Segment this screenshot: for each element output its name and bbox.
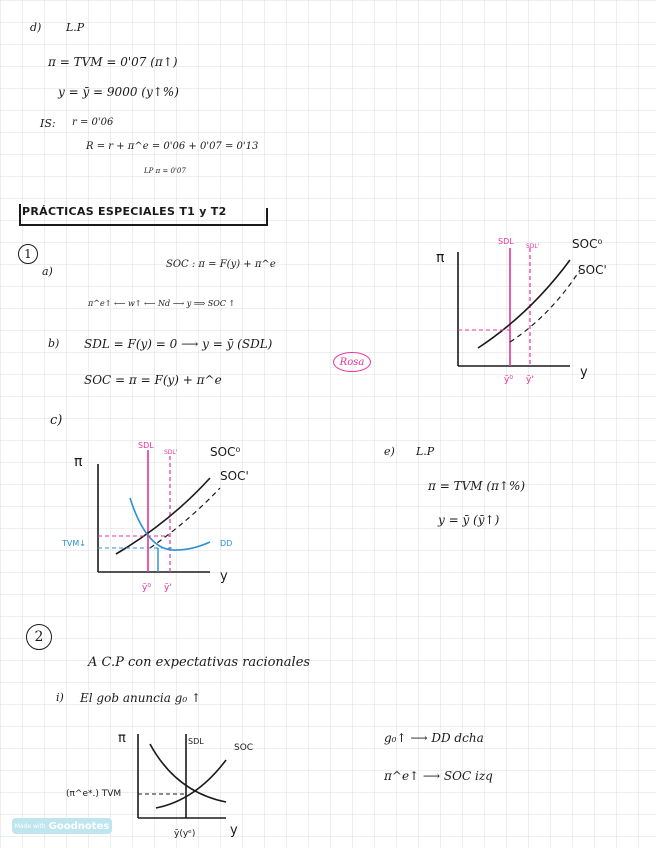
graph-2-dd-label: DD [220, 539, 233, 548]
graph-1-soc1-curve [510, 270, 580, 342]
ex1-b-label: b) [48, 337, 60, 350]
ex2-note-1: g₀↑ ⟶ DD dcha [384, 731, 484, 745]
section-d-eq2: y = ȳ = 9000 (y↑%) [58, 85, 179, 99]
graph-2-x2: ȳ' [164, 583, 172, 593]
graph-2-sdl2-label: SDL' [164, 449, 178, 456]
ex2-i-label: i) [56, 691, 64, 704]
graph-1-sdl2-label: SDL' [526, 243, 540, 250]
exercise-1-number: 1 [18, 244, 38, 264]
graph-2-y-label: π [74, 454, 83, 470]
graph-1-x-label: y [580, 365, 588, 380]
section-d-label: d) [30, 21, 42, 34]
graph-3-x-value: ȳ(yᵉ) [174, 829, 196, 839]
graph-1-sdl-label: SDL [498, 237, 514, 246]
graph-2-soc1-curve [150, 488, 220, 548]
section-d-title: L.P [66, 21, 85, 34]
graph-3-y-label: π [118, 731, 126, 746]
section-d-eq3: R = r + π^e = 0'06 + 0'07 = 0'13 [86, 141, 259, 152]
heading-bracket-left [19, 204, 21, 226]
graph-1-y-label: π [436, 250, 445, 266]
section-d-eq3-note: LP π = 0'07 [144, 167, 186, 175]
section-d-eq1: π = TVM = 0'07 (π↑) [48, 55, 178, 69]
graph-1-soc0-label: SOC⁰ [572, 237, 603, 251]
ex1-e-title: L.P [416, 445, 435, 458]
graph-1 [430, 230, 630, 395]
heading-bracket-right [266, 208, 268, 226]
graph-3-tvm-label: (π^e*.) TVM [66, 789, 122, 799]
ex2-i-text: El gob anuncia g₀ ↑ [80, 691, 202, 705]
ex2-note-2: π^e↑ ⟶ SOC izq [384, 769, 493, 783]
section-d-is-value: r = 0'06 [72, 117, 114, 128]
graph-1-x1: ȳ⁰ [504, 375, 513, 385]
section-heading: PRÁCTICAS ESPECIALES T1 y T2 [22, 205, 227, 218]
graph-1-x2: ȳ' [526, 375, 534, 385]
badge-brand-text: Goodnotes [48, 820, 110, 832]
rosa-note: Rosa [333, 352, 371, 372]
graph-2-x1: ȳ⁰ [142, 583, 151, 593]
graph-3-x-label: y [230, 823, 238, 838]
graph-1-soc0-curve [478, 260, 570, 348]
graph-2 [60, 436, 260, 596]
ex1-a-label: a) [42, 265, 53, 278]
ex1-c-label: c) [50, 413, 63, 428]
graph-2-soc0-label: SOC⁰ [210, 445, 241, 459]
ex1-a-equation: SOC : π = F(y) + π^e [166, 259, 276, 270]
heading-underline [20, 224, 268, 226]
graph-1-soc1-label: SOC' [578, 263, 607, 277]
ex1-b-equation-2: SOC = π = F(y) + π^e [84, 373, 222, 387]
graph-2-tvm-label: TVM↓ [62, 539, 86, 548]
exercise-2-number: 2 [26, 624, 52, 650]
graph-2-sdl-label: SDL [138, 441, 154, 450]
ex1-e-eq2: y = ȳ (ȳ↑) [438, 513, 500, 527]
ex1-a-chain: π^e↑ ⟵ w↑ ⟵ Nd ⟶ y ⟹ SOC ↑ [88, 299, 236, 308]
ex1-b-equation-1: SDL = F(y) = 0 ⟶ y = ȳ (SDL) [84, 337, 273, 351]
ex1-e-eq1: π = TVM (π↑%) [428, 479, 526, 493]
graph-3-soc-label: SOC [234, 743, 254, 753]
badge-small-text: Made with [14, 822, 46, 830]
ex2-title: A C.P con expectativas racionales [88, 655, 311, 670]
ex1-e-label: e) [384, 445, 395, 458]
graph-2-x-label: y [220, 569, 228, 584]
section-d-is-label: IS: [40, 117, 56, 130]
graph-2-soc0-curve [116, 478, 210, 554]
graph-3-sdl-label: SDL [188, 737, 204, 746]
goodnotes-badge [12, 818, 112, 834]
graph-2-soc1-label: SOC' [220, 469, 249, 483]
